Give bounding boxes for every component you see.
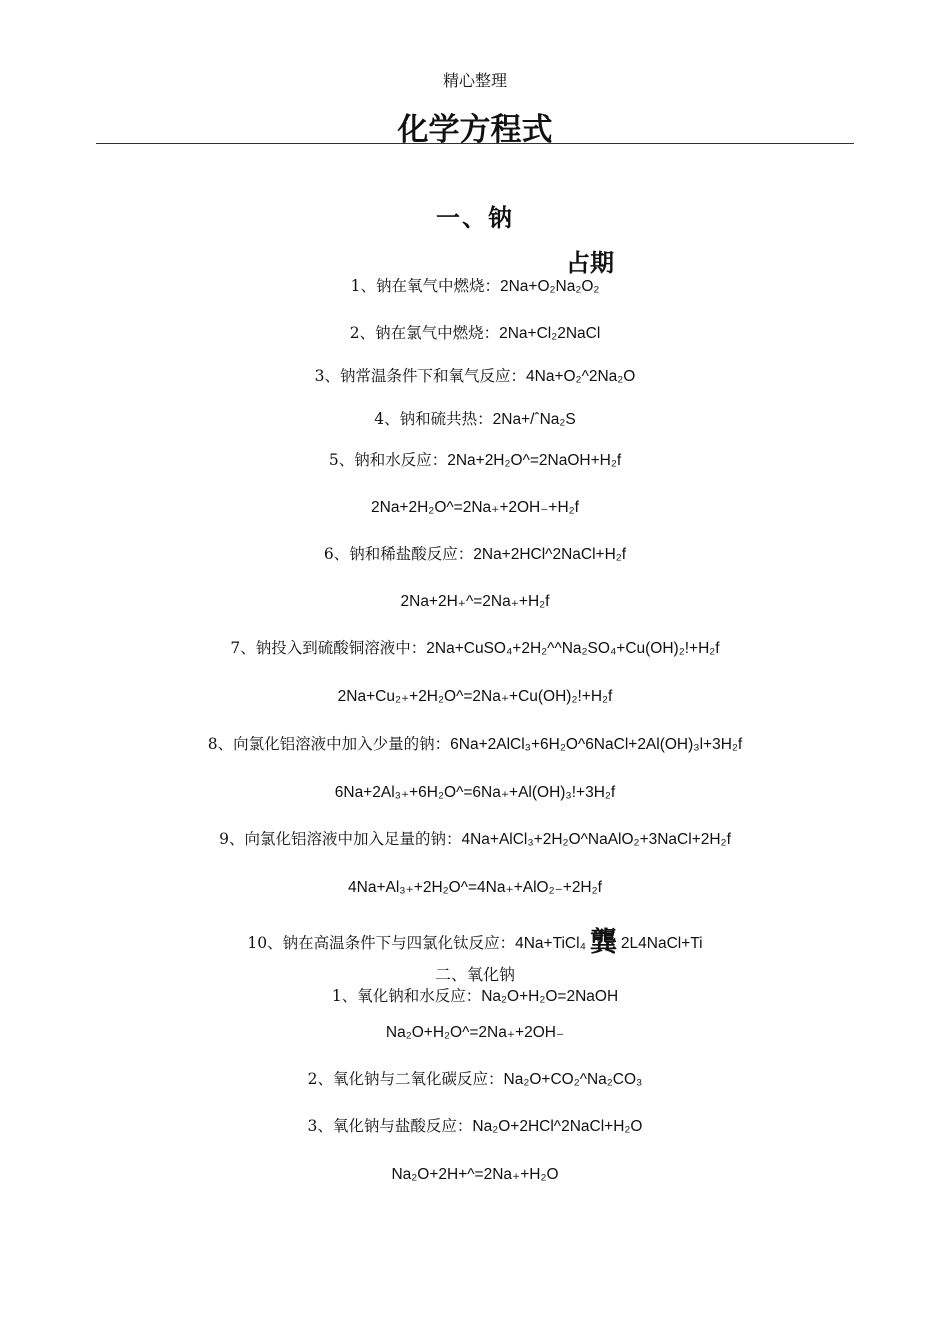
equation-label: 3、氧化钠与盐酸反应： — [307, 1117, 473, 1135]
title-rule — [96, 143, 854, 144]
equation-line — [0, 1068, 950, 1090]
equation-label: 10、钠在高温条件下与四氯化钛反应： — [247, 934, 516, 952]
page-header: 精心整理 — [442, 71, 507, 90]
equation: 2L4NaCl+Ti — [620, 935, 703, 952]
equation: Na₂O+H₂O=2NaOH — [481, 988, 619, 1005]
equation: Na₂O+2H+^=2Na₊+H₂O — [391, 1166, 559, 1183]
equation-line — [0, 985, 950, 1007]
equation-line — [0, 828, 950, 850]
equation-line — [0, 1115, 950, 1137]
equation-line — [0, 637, 950, 659]
equation: 2Na+CuSO₄+2H₂^^Na₂SO₄+Cu(OH)₂!+H₂f — [426, 640, 720, 657]
equation-label: 2、氧化钠与二氧化碳反应： — [307, 1070, 504, 1088]
equation-label: 4、钠和硫共热： — [374, 410, 493, 428]
equation-line — [0, 496, 950, 518]
equation-label: 8、向氯化铝溶液中加入少量的钠： — [207, 735, 451, 753]
equation: 6Na+2Al₃₊+6H₂O^=6Na₊+Al(OH)₃!+3H₂f — [334, 784, 616, 801]
equation-line — [0, 408, 950, 430]
equation-line — [0, 590, 950, 612]
section-2-title: 二、氧化钠 — [434, 965, 515, 984]
equation-label: 1、钠在氧气中燃烧： — [350, 277, 500, 295]
equation: 2Na+Cl₂2NaCl — [499, 325, 601, 342]
section-1-title: 一、钠 — [436, 204, 514, 232]
equation: 2Na+2H₊^=2Na₊+H₂f — [400, 593, 550, 610]
equation: Na₂O+CO₂^Na₂CO₃ — [503, 1071, 643, 1088]
equation-label: 9、向氯化铝溶液中加入足量的钠： — [219, 830, 462, 848]
equation-label: 6、钠和稀盐酸反应： — [323, 545, 474, 563]
equation-label: 5、钠和水反应： — [328, 451, 448, 469]
equation: 2Na+/ˆNa₂S — [492, 411, 576, 428]
equation-line — [0, 275, 950, 297]
equation-label: 7、钠投入到硫酸铜溶液中： — [230, 639, 427, 657]
equation: 2Na+2HCl^2NaCl+H₂f — [473, 546, 627, 563]
equation: 4Na+AlCl₃+2H₂O^NaAlO₂+3NaCl+2H₂f — [461, 831, 731, 848]
equation: 2Na+Cu₂₊+2H₂O^=2Na₊+Cu(OH)₂!+H₂f — [337, 688, 613, 705]
equation-line — [0, 876, 950, 898]
equation: 6Na+2AlCl₃+6H₂O^6NaCl+2Al(OH)₃l+3H₂f — [450, 736, 743, 753]
equation-label: 3、钠常温条件下和氧气反应： — [314, 367, 527, 385]
equation-line — [0, 685, 950, 707]
equation: 2Na+2H₂O^=2NaOH+H₂f — [447, 452, 622, 469]
equation-line — [0, 365, 950, 387]
equation-label: 2、钠在氯气中燃烧： — [349, 324, 500, 342]
equation: 4Na+TiCl₄ — [515, 935, 586, 952]
equation-line — [0, 449, 950, 471]
document-title: 化学方程式 — [397, 112, 553, 148]
equation: 2Na+2H₂O^=2Na₊+2OH₋+H₂f — [371, 499, 579, 516]
equation-line — [0, 781, 950, 803]
equation-line — [0, 733, 950, 755]
equation-line — [0, 1021, 950, 1043]
reaction-condition-glyph: 龔 — [589, 927, 617, 958]
equation: 4Na+O₂^2Na₂O — [526, 368, 636, 385]
equation: 2Na+O₂Na₂O₂ — [499, 278, 600, 295]
equation-line — [0, 1163, 950, 1185]
equation-line-10 — [0, 927, 950, 958]
equation: Na₂O+H₂O^=2Na₊+2OH₋ — [385, 1024, 565, 1041]
section-1-tag: 占期 — [566, 249, 614, 277]
equation: 4Na+Al₃₊+2H₂O^=4Na₊+AlO₂₋+2H₂f — [348, 879, 602, 896]
equation-label: 1、氧化钠和水反应： — [331, 987, 482, 1005]
equation-line — [0, 543, 950, 565]
equation: Na₂O+2HCl^2NaCl+H₂O — [472, 1118, 643, 1135]
equation-line — [0, 322, 950, 344]
